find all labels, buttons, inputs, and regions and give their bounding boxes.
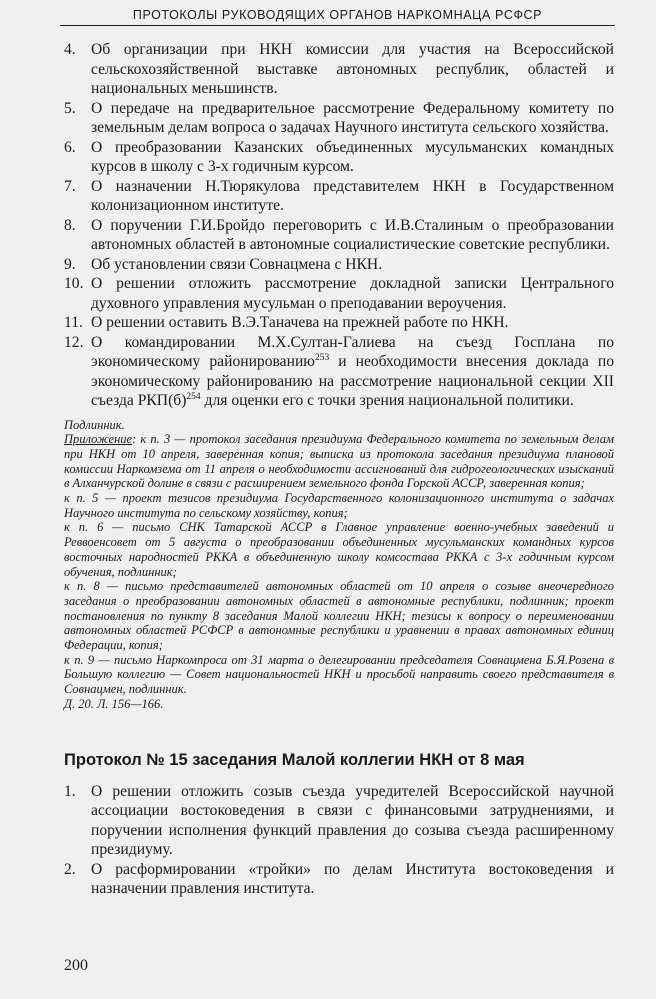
appendix-item-6: к п. 6 — письмо СНК Татарской АССР в Главное управление военно-учебных заведений и Реввоенсовет от 5 августа о преобразовании объединенных мусульманских командных курсов восточных народностей РККА в объединенную школу комсостава РККА с 3-х годичным курсом обучения, подлинник; xyxy=(64,520,614,579)
footnote-ref-253[interactable]: 253 xyxy=(314,352,330,363)
agenda-item-10 xyxy=(64,274,614,313)
protocol-heading: Протокол № 15 заседания Малой коллегии НКН от 8 мая xyxy=(64,750,525,769)
item-number: 11. xyxy=(64,314,83,331)
agenda-list xyxy=(64,40,614,411)
item-text-part3: для оценки его с точки зрения национальной политики. xyxy=(200,392,574,409)
item-text: О поручении Г.И.Бройдо переговорить с И.В.Сталиным о преобразовании автономных областей в автономные социалистические советские республики. xyxy=(91,216,614,253)
appendix-item-9: к п. 9 — письмо Наркомпроса от 31 марта о делегировании председателя Совнацмена Б.Я.Розена в Большую коллегию — Совет национальностей НКН и просьбой направить своего представителя в Совнацмен, подлинник. xyxy=(64,652,614,697)
item-text-part2: и необходимости внесения доклада по экономическому районированию на рассмотрение национальной секции XII съезда РКП(б) xyxy=(91,353,614,409)
item-text: О решении отложить созыв съезда учредителей Всероссийской научной ассоциации востоковедения в связи с финансовыми затруднениями, и поручении исполнения функций правления до созыва съезда расширенному президиуму. xyxy=(91,782,614,859)
item-text: О решении оставить В.Э.Таначева на прежней работе по НКН. xyxy=(91,314,509,331)
item-text: О решении отложить рассмотрение докладной записки Центрального духовного управления мусульман о преподавании вероучения. xyxy=(91,275,614,312)
page-content xyxy=(64,40,614,899)
item-text-part1: О командировании М.Х.Султан-Галиева на съезд Госплана по экономическому районированию xyxy=(91,333,614,370)
appendix-item-8: к п. 8 — письмо представителей автономных областей от 10 апреля о созыве внеочередного заседания о преобразовании автономных областей в автономные республики, подлинник; проект постановления по пункту 8 заседания Малой коллегии НКН; тезисы к вопросу о переименовании автономных областей РСФСР в автономные республики и уравнении в правах автономных единиц Федерации, копия; xyxy=(64,579,614,653)
item-number: 9. xyxy=(64,255,76,273)
appendix-notes xyxy=(64,418,614,712)
footnote-ref-254[interactable]: 254 xyxy=(186,391,201,402)
item-number: 2. xyxy=(64,860,76,878)
item-number: 10. xyxy=(64,275,84,292)
appendix-item-3 xyxy=(64,432,614,491)
page-number: 200 xyxy=(64,957,88,974)
item-number: 1. xyxy=(64,782,76,800)
agenda-item-8 xyxy=(64,216,614,255)
appendix-label: Приложение xyxy=(64,432,133,447)
item-number: 7. xyxy=(64,177,76,195)
appendix-item-5: к п. 5 — проект тезисов президиума Государственного колонизационного института о задачах Научного института по сельскому хозяйству, копия; xyxy=(64,491,614,520)
item-number: 12. xyxy=(64,333,84,351)
running-header: ПРОТОКОЛЫ РУКОВОДЯЩИХ ОРГАНОВ НАРКОМНАЦА РСФСР xyxy=(60,8,615,26)
item-text: О назначении Н.Тюрякулова представителем НКН в Государственном колонизационном институте. xyxy=(91,177,614,214)
agenda-item-9 xyxy=(64,255,614,275)
item-text: Об организации при НКН комиссии для участия на Всероссийской сельскохозяйственной выставке автономных республик, областей и национальных меньшинств. xyxy=(91,41,614,97)
original-mark: Подлинник. xyxy=(64,417,125,432)
item-number: 6. xyxy=(64,138,76,156)
archive-reference: Д. 20. Л. 156—166. xyxy=(64,696,164,711)
item-number: 5. xyxy=(64,99,76,117)
item-number: 8. xyxy=(64,216,76,234)
agenda-item-11 xyxy=(64,313,614,333)
appendix-text: : к п. 3 — протокол заседания президиума Федерального комитета по земельным делам при НКН от 10 апреля, заверенная копия; выписка из протокола заседания президиума плановой комиссии Наркомзема от 11 апреля о необходимости ассигнований для гидрогеологических изысканий в Алханчурской долине в связи с расширением земельного фонда Горской АССР, заверенная копия; xyxy=(64,432,614,491)
protocol-item-1 xyxy=(64,782,614,860)
item-number: 4. xyxy=(64,41,76,58)
protocol-agenda-list xyxy=(64,782,614,899)
agenda-item-12 xyxy=(64,333,614,411)
agenda-item-5 xyxy=(64,99,614,138)
item-text: О передаче на предварительное рассмотрение Федеральному комитету по земельным делам вопроса о задачах Научного института сельского хозяйства. xyxy=(91,99,614,136)
agenda-item-4 xyxy=(64,40,614,99)
protocol-item-2 xyxy=(64,860,614,899)
item-text: О преобразовании Казанских объединенных мусульманских командных курсов в школу с 3-х годичным курсом. xyxy=(91,138,614,175)
agenda-item-6 xyxy=(64,138,614,177)
item-text: Об установлении связи Совнацмена с НКН. xyxy=(91,255,383,273)
item-text: О расформировании «тройки» по делам Института востоковедения и назначении правления института. xyxy=(91,860,614,898)
agenda-item-7 xyxy=(64,177,614,216)
